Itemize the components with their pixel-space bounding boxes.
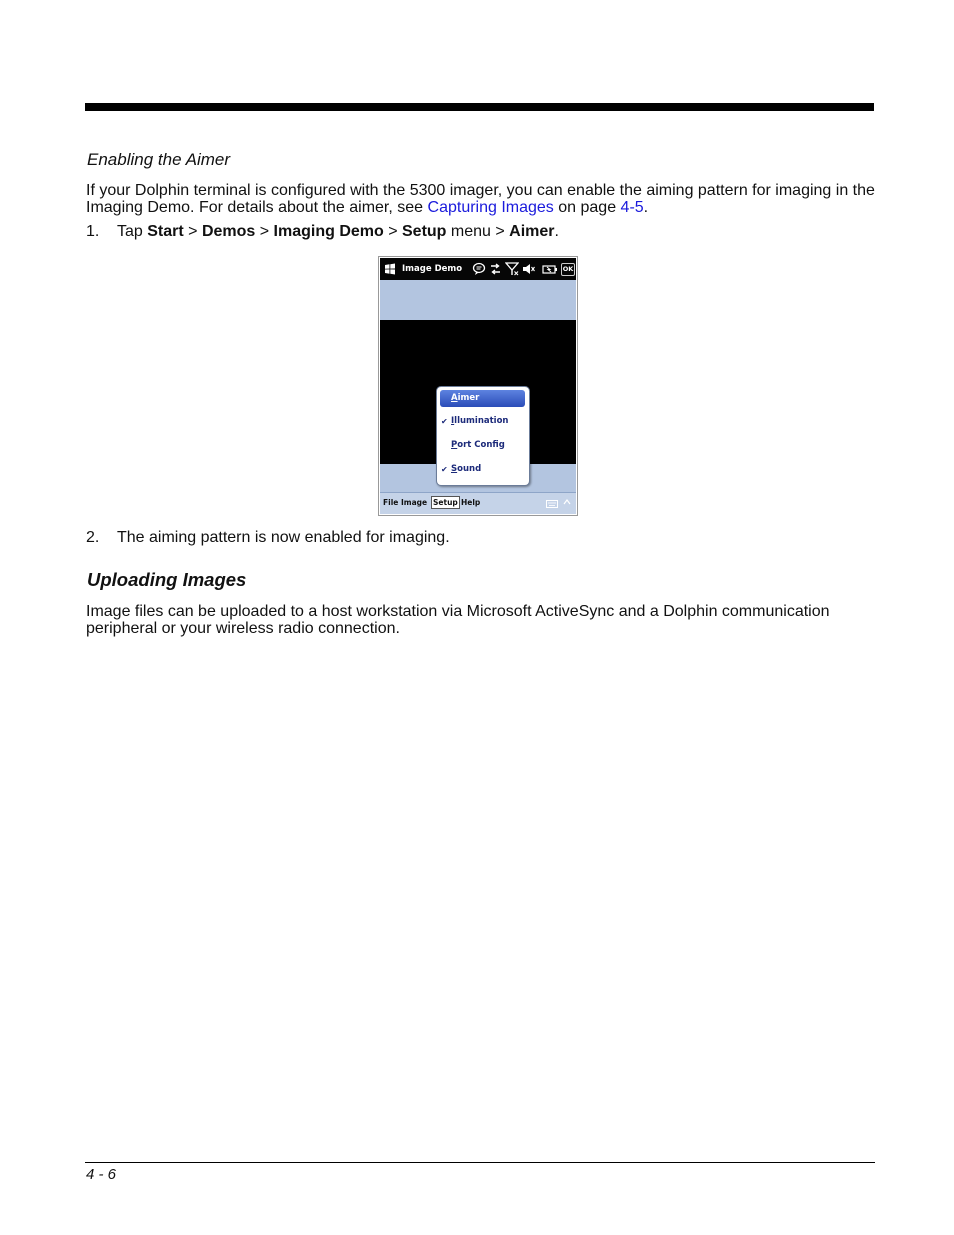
windows-start-icon[interactable] bbox=[384, 263, 396, 275]
step-text: The aiming pattern is now enabled for imaging. bbox=[117, 529, 450, 546]
step-separator: > bbox=[255, 223, 274, 240]
uploading-paragraph: Image files can be uploaded to a host workstation via Microsoft ActiveSync and a Dolphin communication peripheral or your wireless radio connection. bbox=[86, 603, 830, 637]
chevron-up-icon[interactable] bbox=[563, 499, 571, 505]
signal-off-icon[interactable] bbox=[505, 262, 519, 276]
uploading-title: Uploading Images bbox=[87, 569, 247, 590]
menu-help[interactable]: Help bbox=[461, 498, 481, 507]
notification-icon[interactable] bbox=[472, 262, 486, 276]
step-separator: > bbox=[383, 223, 402, 240]
setup-label: Setup bbox=[402, 223, 447, 240]
menu-item-aimer[interactable] bbox=[440, 390, 525, 407]
intro-paragraph bbox=[86, 182, 876, 216]
menu-item-sound[interactable]: Sound bbox=[451, 464, 482, 474]
title-bar bbox=[380, 258, 576, 280]
step-number: 1. bbox=[86, 223, 100, 240]
battery-icon[interactable] bbox=[542, 262, 558, 276]
section-title: Enabling the Aimer bbox=[87, 150, 231, 169]
step-number: 2. bbox=[86, 529, 100, 546]
step-2 bbox=[86, 529, 450, 547]
step-text: . bbox=[554, 223, 559, 240]
step-text: Tap bbox=[117, 223, 148, 240]
app-title: Image Demo bbox=[402, 264, 463, 274]
intro-text: If your Dolphin terminal is configured with the 5300 imager, you can enable the aiming pattern for imaging in the Imaging Demo. For details about the aimer, see bbox=[86, 182, 875, 216]
keyboard-icon[interactable] bbox=[546, 500, 558, 508]
capturing-images-link[interactable]: Capturing Images bbox=[427, 199, 554, 216]
step-separator: > bbox=[183, 223, 202, 240]
checkmark-icon: ✔ bbox=[441, 465, 448, 474]
ok-button[interactable]: OK bbox=[561, 263, 575, 276]
device-screen bbox=[380, 258, 576, 514]
demos-label: Demos bbox=[201, 223, 256, 240]
top-panel bbox=[380, 280, 576, 320]
checkmark-icon: ✔ bbox=[441, 417, 448, 426]
page-number: 4 - 6 bbox=[86, 1166, 117, 1183]
intro-text-end: . bbox=[643, 199, 649, 216]
step-text: menu > bbox=[446, 223, 510, 240]
page-link[interactable]: 4-5 bbox=[620, 199, 644, 216]
menu-item-illumination[interactable]: Illumination bbox=[451, 416, 509, 426]
menu-image[interactable]: Image bbox=[401, 498, 428, 507]
intro-text-middle: on page bbox=[553, 199, 621, 216]
menu-item-label: Aimer bbox=[451, 393, 480, 403]
footer-rule bbox=[85, 1162, 875, 1163]
device-screenshot bbox=[378, 256, 578, 516]
volume-muted-icon[interactable] bbox=[522, 262, 535, 276]
setup-menu-popup bbox=[436, 386, 530, 486]
imaging-demo-label: Imaging Demo bbox=[273, 223, 384, 240]
menu-item-port-config[interactable]: Port Config bbox=[451, 440, 505, 450]
menu-file[interactable]: File bbox=[383, 498, 399, 507]
sync-arrows-icon[interactable] bbox=[489, 262, 502, 276]
header-rule bbox=[85, 103, 874, 111]
step-1 bbox=[86, 223, 559, 241]
menu-bar bbox=[380, 492, 576, 514]
menu-setup[interactable]: Setup bbox=[433, 498, 458, 507]
start-label: Start bbox=[147, 223, 184, 240]
aimer-label: Aimer bbox=[509, 223, 555, 240]
